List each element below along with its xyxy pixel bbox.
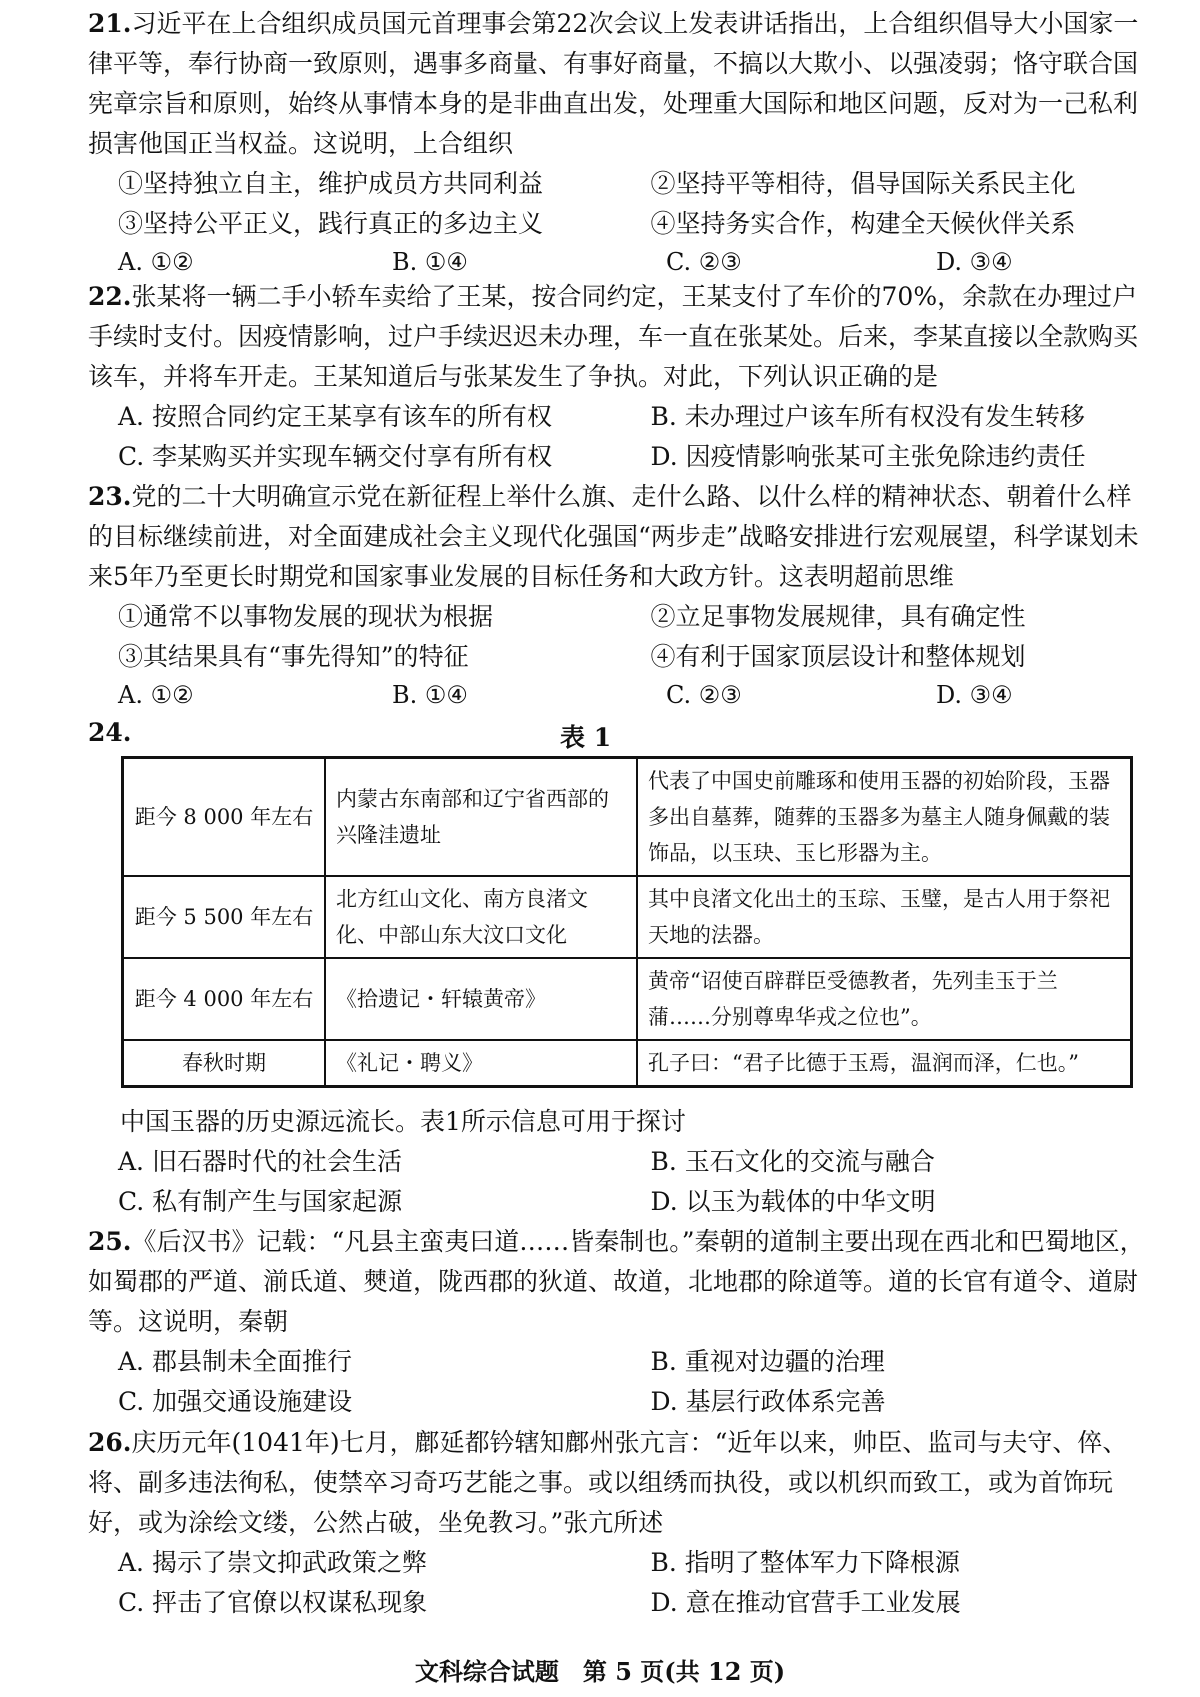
table-cell-source: 《拾遗记・轩辕黄帝》	[325, 958, 637, 1040]
question-23	[88, 477, 1152, 714]
option-row	[118, 244, 1152, 281]
statement-3: ③其结果具有“事先得知”的特征	[118, 642, 469, 671]
question-21-stem: 21.习近平在上合组织成员国元首理事会第22次会议上发表讲话指出，上合组织倡导大小国家一律平等，奉行协商一致原则，遇事多商量、有事好商量，不搞以大欺小、以强凌弱；恪守联合国宪章宗旨和原则，始终从事情本身的是非曲直出发，处理重大国际和地区问题，反对为一己私利损害他国正当权益。这说明，上合组织	[88, 9, 1139, 158]
table-row	[123, 758, 1132, 877]
option-a: A. 旧石器时代的社会生活	[118, 1147, 402, 1176]
table-cell-period: 春秋时期	[123, 1040, 326, 1087]
question-25	[88, 1222, 1152, 1422]
option-row	[118, 677, 1152, 714]
statement-4: ④有利于国家顶层设计和整体规划	[650, 642, 1026, 671]
option-d: D. ③④	[936, 248, 1013, 276]
question-21	[88, 4, 1152, 281]
question-25-stem: 25.《后汉书》记载：“凡县主蛮夷曰道……皆秦制也。”秦朝的道制主要出现在西北和巴蜀地区，如蜀郡的严道、湔氐道、僰道，陇西郡的狄道、故道，北地郡的除道等。道的长官有道令、道尉等。这说明，秦朝	[88, 1227, 1145, 1336]
table-cell-period: 距今 4 000 年左右	[123, 958, 326, 1040]
table-row	[123, 958, 1132, 1040]
option-b: B. 未办理过户该车所有权没有发生转移	[650, 402, 1085, 431]
option-d: D. 意在推动官营手工业发展	[650, 1588, 961, 1617]
table-cell-info: 孔子曰：“君子比德于玉焉，温润而泽，仁也。”	[637, 1040, 1132, 1087]
statement-row	[118, 204, 1152, 244]
option-b: B. 玉石文化的交流与融合	[650, 1147, 935, 1176]
question-number: 23.	[88, 482, 132, 511]
question-24-stem: 中国玉器的历史源远流长。表1所示信息可用于探讨	[120, 1107, 686, 1136]
statement-row	[118, 164, 1152, 204]
option-d: D. 以玉为载体的中华文明	[650, 1187, 936, 1216]
table-row	[123, 1040, 1132, 1087]
option-c: C. 李某购买并实现车辆交付享有所有权	[118, 442, 553, 471]
option-row	[118, 397, 1152, 437]
option-row	[118, 1342, 1152, 1382]
page-footer: 文科综合试题 第 5 页(共 12 页)	[414, 1657, 786, 1686]
option-b: B. 重视对边疆的治理	[650, 1347, 885, 1376]
option-c: C. 抨击了官僚以权谋私现象	[118, 1588, 428, 1617]
option-row	[118, 1382, 1152, 1422]
option-a: A. ①②	[118, 681, 194, 709]
table-cell-period: 距今 8 000 年左右	[123, 758, 326, 877]
question-23-stem: 23.党的二十大明确宣示党在新征程上举什么旗、走什么路、以什么样的精神状态、朝着什么样的目标继续前进，对全面建成社会主义现代化强国“两步走”战略安排进行宏观展望，科学谋划未来5年乃至更长时期党和国家事业发展的目标任务和大政方针。这表明超前思维	[88, 482, 1139, 591]
option-a: A. ①②	[118, 248, 194, 276]
question-26	[88, 1423, 1152, 1623]
question-number: 22.	[88, 282, 132, 311]
question-number: 25.	[88, 1227, 132, 1256]
option-row	[118, 1182, 1152, 1222]
table-cell-source: 内蒙古东南部和辽宁省西部的兴隆洼遗址	[325, 758, 637, 877]
option-c: C. 加强交通设施建设	[118, 1387, 353, 1416]
table-1	[121, 756, 1133, 1088]
table-cell-source: 《礼记・聘义》	[325, 1040, 637, 1087]
question-24	[88, 1102, 1152, 1222]
option-c: C. ②③	[666, 248, 742, 276]
statement-4: ④坚持务实合作，构建全天候伙伴关系	[650, 209, 1076, 238]
statement-1: ①坚持独立自主，维护成员方共同利益	[118, 169, 544, 198]
option-a: A. 揭示了崇文抑武政策之弊	[118, 1548, 427, 1577]
table-cell-period: 距今 5 500 年左右	[123, 876, 326, 958]
statement-row	[118, 637, 1152, 677]
question-26-stem: 26.庆历元年(1041年)七月，鄜延都钤辖知鄜州张亢言：“近年以来，帅臣、监司与夫守、倅、将、副多违法徇私，使禁卒习奇巧艺能之事。或以组绣而执役，或以机织而致工，或为首饰玩好，或为涂绘文缕，公然占破，坐免教习。”张亢所述	[88, 1428, 1128, 1537]
question-22	[88, 277, 1152, 477]
statement-row	[118, 597, 1152, 637]
table-cell-info: 代表了中国史前雕琢和使用玉器的初始阶段，玉器多出自墓葬，随葬的玉器多为墓主人随身佩戴的装饰品，以玉玦、玉匕形器为主。	[637, 758, 1132, 877]
question-24-number: 24.	[88, 718, 132, 747]
option-row	[118, 437, 1152, 477]
option-row	[118, 1543, 1152, 1583]
option-d: D. ③④	[936, 681, 1013, 709]
option-d: D. 基层行政体系完善	[650, 1387, 886, 1416]
option-d: D. 因疫情影响张某可主张免除违约责任	[650, 442, 1086, 471]
option-a: A. 郡县制未全面推行	[118, 1347, 352, 1376]
option-row	[118, 1142, 1152, 1182]
option-c: C. ②③	[666, 681, 742, 709]
table-cell-source: 北方红山文化、南方良渚文化、中部山东大汶口文化	[325, 876, 637, 958]
table-cell-info: 黄帝“诏使百辟群臣受德教者，先列圭玉于兰蒲……分别尊卑华戎之位也”。	[637, 958, 1132, 1040]
question-number: 26.	[88, 1428, 132, 1457]
table-row	[123, 876, 1132, 958]
option-b: B. ①④	[392, 248, 468, 276]
question-22-stem: 22.张某将一辆二手小轿车卖给了王某，按合同约定，王某支付了车价的70%，余款在办理过户手续时支付。因疫情影响，过户手续迟迟未办理，车一直在张某处。后来，李某直接以全款购买该车，并将车开走。王某知道后与张某发生了争执。对此，下列认识正确的是	[88, 282, 1139, 391]
statement-2: ②坚持平等相待，倡导国际关系民主化	[650, 169, 1076, 198]
option-b: B. ①④	[392, 681, 468, 709]
option-c: C. 私有制产生与国家起源	[118, 1187, 403, 1216]
question-number: 21.	[88, 9, 132, 38]
table-cell-info: 其中良渚文化出土的玉琮、玉璧，是古人用于祭祀天地的法器。	[637, 876, 1132, 958]
option-a: A. 按照合同约定王某享有该车的所有权	[118, 402, 552, 431]
option-row	[118, 1583, 1152, 1623]
option-b: B. 指明了整体军力下降根源	[650, 1548, 960, 1577]
statement-2: ②立足事物发展规律，具有确定性	[650, 602, 1026, 631]
statement-1: ①通常不以事物发展的现状为根据	[118, 602, 494, 631]
table-title: 表 1	[560, 723, 612, 752]
statement-3: ③坚持公平正义，践行真正的多边主义	[118, 209, 544, 238]
